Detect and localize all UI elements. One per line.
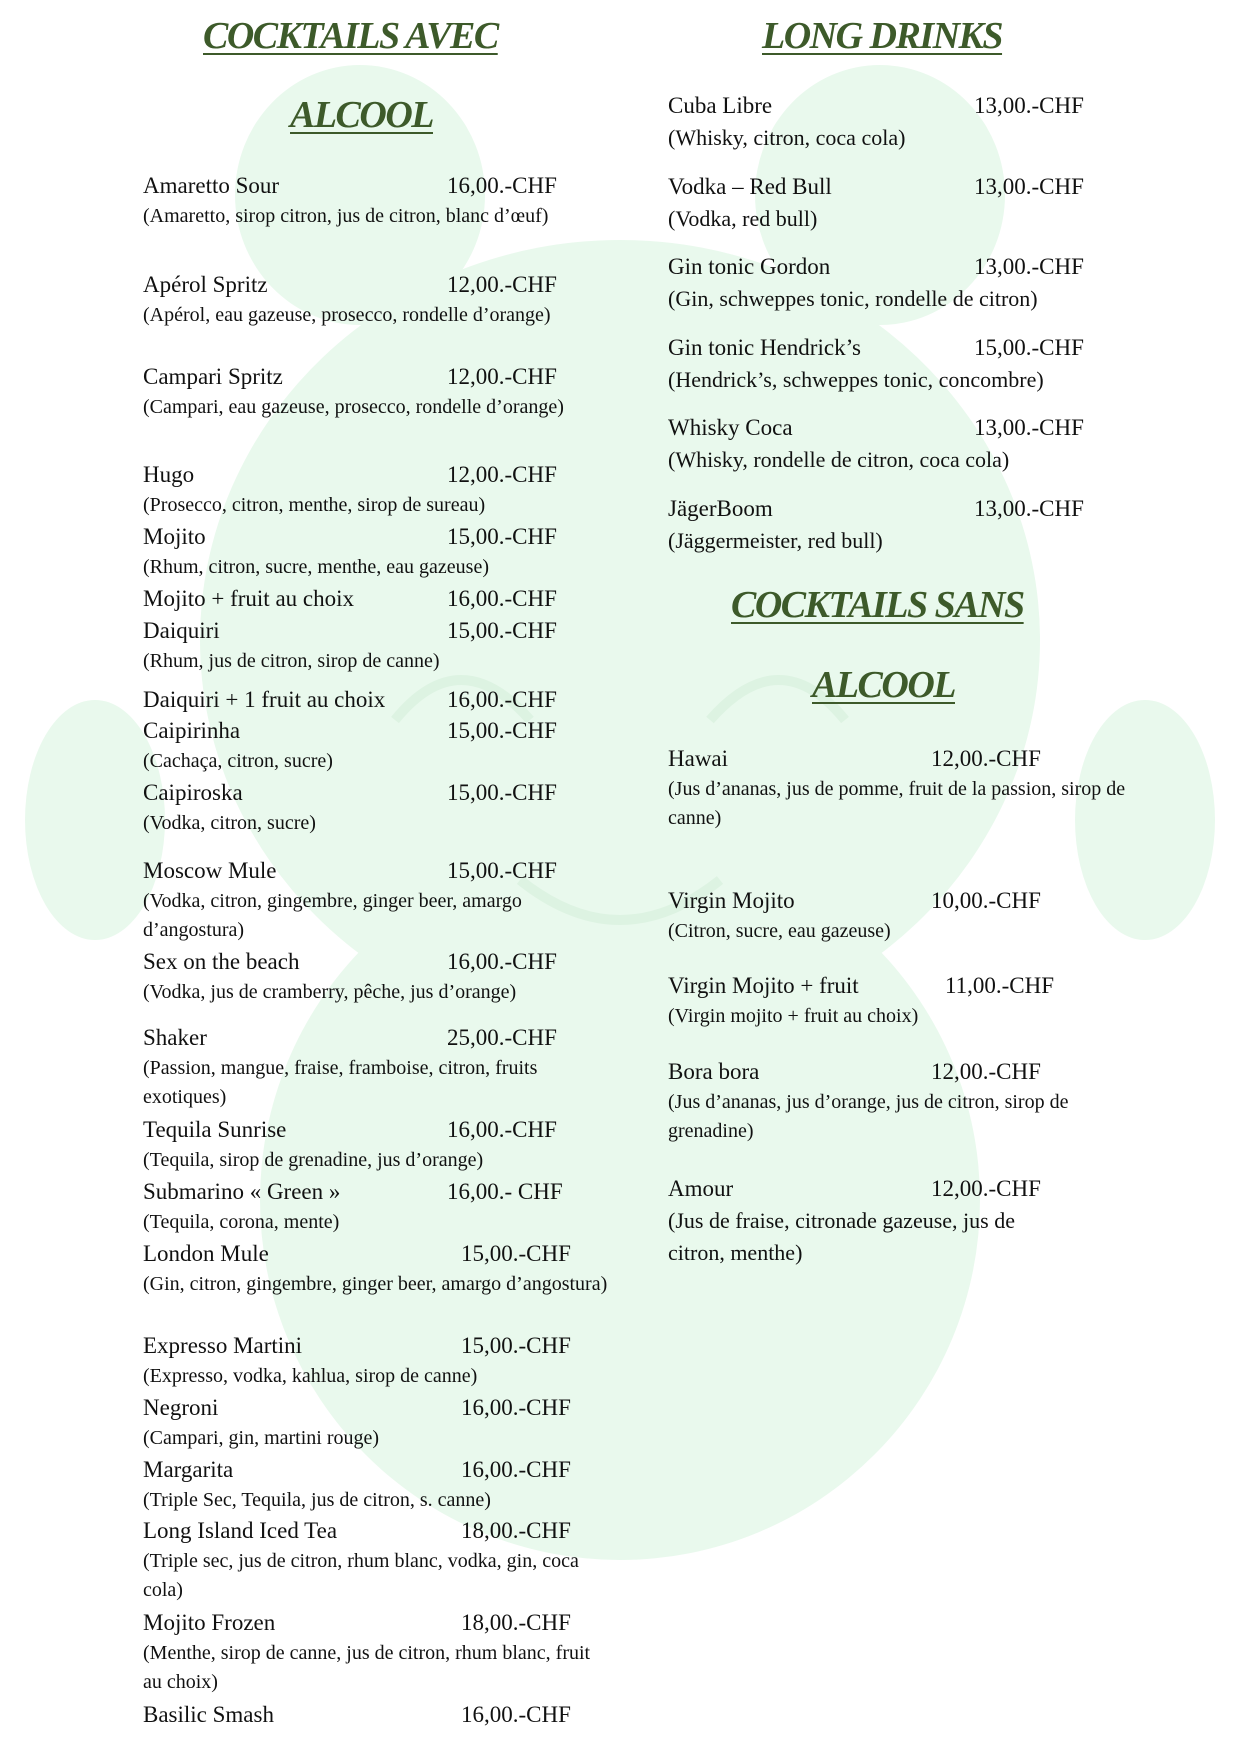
item-name: Mojito Frozen: [143, 1610, 276, 1635]
cocktail-avec-alcool-menu-item: [143, 777, 613, 838]
menu-item-row: [143, 521, 613, 553]
menu-item-row: [143, 1330, 613, 1362]
cocktail-avec-alcool-menu-item: [143, 1515, 613, 1605]
item-price: 15,00.-CHF: [447, 718, 557, 743]
item-description: (Citron, sucre, eau gazeuse): [668, 920, 891, 942]
item-price: 13,00.-CHF: [974, 93, 1084, 118]
item-price: 15,00.-CHF: [447, 858, 557, 883]
item-price: 18,00.-CHF: [461, 1610, 571, 1635]
cocktail-sans-alcool-menu-item: [668, 970, 1128, 1031]
section-heading-cocktails-sans-alcool-line1: COCKTAILS SANS: [731, 584, 1024, 626]
item-name: Sex on the beach: [143, 949, 300, 974]
item-description: (Triple Sec, Tequila, jus de citron, s. canne): [143, 1489, 491, 1511]
item-description: (Apérol, eau gazeuse, prosecco, rondelle d’orange): [143, 304, 551, 326]
item-price: 15,00.-CHF: [461, 1333, 571, 1358]
cocktail-avec-alcool-menu-item: [143, 521, 613, 582]
item-description: (Expresso, vodka, kahlua, sirop de canne): [143, 1365, 478, 1387]
menu-item-row: [143, 715, 613, 747]
item-price: 16,00.-CHF: [447, 586, 557, 611]
long-drink-menu-item: [668, 412, 1228, 476]
item-price: 16,00.-CHF: [461, 1702, 571, 1727]
cocktail-avec-alcool-menu-item: [143, 170, 613, 231]
item-description: (Jus de fraise, citronade gazeuse, jus de citron, menthe): [668, 1208, 1015, 1265]
item-description: (Whisky, rondelle de citron, coca cola): [668, 447, 1010, 472]
item-description: (Cachaça, citron, sucre): [143, 750, 333, 772]
menu-item-row: [143, 1454, 613, 1486]
menu-item-row: [143, 777, 613, 809]
item-description: (Vodka, citron, sucre): [143, 812, 316, 834]
menu-item-row: [668, 412, 1228, 444]
section-heading-cocktails-avec-alcool-line1: COCKTAILS AVEC: [203, 15, 498, 57]
item-price: 16,00.-CHF: [447, 173, 557, 198]
item-name: Amour: [668, 1176, 734, 1201]
menu-item-row: [143, 459, 613, 491]
item-description: (Prosecco, citron, menthe, sirop de sureau): [143, 494, 486, 516]
long-drink-menu-item: [668, 332, 1228, 396]
cocktail-avec-alcool-menu-item: [143, 1392, 613, 1453]
cocktail-avec-alcool-menu-item: [143, 855, 613, 945]
cocktail-avec-alcool-menu-item: [143, 1699, 613, 1731]
cocktail-avec-alcool-menu-item: [143, 583, 613, 615]
item-name: Expresso Martini: [143, 1333, 303, 1358]
menu-item-row: [143, 1607, 613, 1639]
item-price: 15,00.-CHF: [461, 1241, 571, 1266]
item-name: Gin tonic Hendrick’s: [668, 335, 861, 360]
cocktail-avec-alcool-menu-item: [143, 361, 613, 422]
item-name: Negroni: [143, 1395, 219, 1420]
item-name: Amaretto Sour: [143, 173, 280, 198]
item-name: Moscow Mule: [143, 858, 277, 883]
menu-item-row: [143, 1176, 613, 1208]
item-description: (Amaretto, sirop citron, jus de citron, blanc d’œuf): [143, 205, 549, 227]
item-price: 13,00.-CHF: [974, 415, 1084, 440]
item-price: 13,00.-CHF: [974, 174, 1084, 199]
item-name: Virgin Mojito: [668, 888, 795, 913]
item-price: 15,00.-CHF: [447, 524, 557, 549]
long-drink-menu-item: [668, 493, 1228, 557]
menu-item-row: [668, 885, 1128, 917]
menu-item-row: [668, 1173, 1068, 1205]
item-price: 12,00.-CHF: [447, 272, 557, 297]
menu-item-row: [668, 1056, 1118, 1088]
item-description: (Gin, schweppes tonic, rondelle de citron): [668, 286, 1038, 311]
cocktail-avec-alcool-menu-item: [143, 684, 613, 716]
item-description: (Jus d’ananas, jus d’orange, jus de citron, sirop de grenadine): [668, 1091, 1069, 1142]
item-price: 12,00.-CHF: [931, 1059, 1041, 1084]
item-description: (Hendrick’s, schweppes tonic, concombre): [668, 367, 1044, 392]
menu-item-row: [668, 251, 1228, 283]
item-price: 15,00.-CHF: [447, 780, 557, 805]
section-heading-cocktails-avec-alcool-line2: ALCOOL: [290, 94, 433, 136]
cocktail-avec-alcool-menu-item: [143, 1330, 613, 1391]
item-description: (Rhum, citron, sucre, menthe, eau gazeuse): [143, 556, 489, 578]
item-description: (Menthe, sirop de canne, jus de citron, rhum blanc, fruit au choix): [143, 1642, 591, 1693]
long-drink-menu-item: [668, 171, 1228, 235]
cocktail-avec-alcool-menu-item: [143, 946, 613, 1007]
item-name: Campari Spritz: [143, 364, 283, 389]
cocktail-sans-alcool-menu-item: [668, 885, 1128, 946]
item-price: 11,00.-CHF: [945, 973, 1055, 998]
item-price: 12,00.-CHF: [447, 462, 557, 487]
item-description: (Campari, gin, martini rouge): [143, 1427, 380, 1449]
item-price: 10,00.-CHF: [931, 888, 1041, 913]
cocktail-avec-alcool-menu-item: [143, 615, 613, 676]
item-price: 25,00.-CHF: [447, 1025, 557, 1050]
menu-item-row: [143, 1515, 613, 1547]
item-price: 12,00.-CHF: [447, 364, 557, 389]
item-price: 16,00.-CHF: [447, 949, 557, 974]
menu-item-row: [143, 855, 613, 887]
item-description: (Vodka, red bull): [668, 206, 818, 231]
menu-item-row: [668, 171, 1228, 203]
item-name: Mojito: [143, 524, 206, 549]
item-price: 15,00.-CHF: [447, 618, 557, 643]
menu-item-row: [143, 1392, 613, 1424]
cocktail-avec-alcool-menu-item: [143, 459, 613, 520]
menu-item-row: [143, 615, 613, 647]
menu-item-row: [668, 743, 1128, 775]
menu-item-row: [143, 583, 613, 615]
cocktail-avec-alcool-menu-item: [143, 269, 613, 330]
cocktail-sans-alcool-menu-item: [668, 743, 1128, 833]
menu-item-row: [143, 1699, 613, 1731]
item-name: Gin tonic Gordon: [668, 254, 831, 279]
menu-item-row: [143, 946, 613, 978]
item-name: Shaker: [143, 1025, 207, 1050]
item-name: Caipirinha: [143, 718, 241, 743]
item-name: London Mule: [143, 1241, 269, 1266]
long-drink-menu-item: [668, 90, 1228, 154]
section-heading-long-drinks: LONG DRINKS: [762, 15, 1003, 57]
item-price: 13,00.-CHF: [974, 496, 1084, 521]
item-description: (Triple sec, jus de citron, rhum blanc, vodka, gin, coca cola): [143, 1550, 579, 1601]
item-description: (Jäggermeister, red bull): [668, 528, 883, 553]
item-name: Mojito + fruit au choix: [143, 586, 354, 611]
item-description: (Tequila, sirop de grenadine, jus d’orange): [143, 1149, 484, 1171]
item-price: 12,00.-CHF: [931, 1176, 1041, 1201]
item-name: Basilic Smash: [143, 1702, 274, 1727]
item-name: Hugo: [143, 462, 195, 487]
menu-item-row: [143, 1022, 613, 1054]
menu-item-row: [143, 361, 613, 393]
menu-item-row: [668, 493, 1228, 525]
item-name: Hawai: [668, 746, 729, 771]
section-heading-cocktails-sans-alcool-line2: ALCOOL: [812, 664, 955, 706]
item-price: 12,00.-CHF: [931, 746, 1041, 771]
item-description: (Rhum, jus de citron, sirop de canne): [143, 650, 440, 672]
menu-item-row: [143, 170, 613, 202]
item-name: Vodka – Red Bull: [668, 174, 832, 199]
menu-item-row: [143, 684, 613, 716]
cocktail-sans-alcool-menu-item: [668, 1056, 1118, 1146]
cocktail-avec-alcool-menu-item: [143, 1022, 613, 1112]
item-name: Daiquiri + 1 fruit au choix: [143, 687, 386, 712]
item-price: 16,00.-CHF: [447, 687, 557, 712]
item-description: (Virgin mojito + fruit au choix): [668, 1005, 919, 1027]
item-name: Tequila Sunrise: [143, 1117, 287, 1142]
item-description: (Whisky, citron, coca cola): [668, 125, 906, 150]
item-name: Whisky Coca: [668, 415, 793, 440]
item-name: Margarita: [143, 1457, 234, 1482]
item-description: (Passion, mangue, fraise, framboise, citron, fruits exotiques): [143, 1057, 538, 1108]
long-drink-menu-item: [668, 251, 1228, 315]
item-price: 16,00.-CHF: [461, 1457, 571, 1482]
item-name: Submarino « Green »: [143, 1179, 341, 1204]
item-description: (Campari, eau gazeuse, prosecco, rondelle d’orange): [143, 396, 564, 418]
cocktail-avec-alcool-menu-item: [143, 715, 613, 776]
item-name: Caipiroska: [143, 780, 243, 805]
menu-item-row: [668, 332, 1228, 364]
item-description: (Vodka, citron, gingembre, ginger beer, amargo d’angostura): [143, 890, 522, 941]
item-price: 16,00.-CHF: [461, 1395, 571, 1420]
cocktail-sans-alcool-menu-item: [668, 1173, 1068, 1269]
item-name: Daiquiri: [143, 618, 220, 643]
menu-item-row: [143, 269, 613, 301]
item-name: Cuba Libre: [668, 93, 773, 118]
menu-item-row: [668, 970, 1128, 1002]
menu-item-row: [668, 90, 1228, 122]
cocktail-avec-alcool-menu-item: [143, 1607, 613, 1697]
item-price: 16,00.-CHF: [447, 1117, 557, 1142]
item-name: Virgin Mojito + fruit: [668, 973, 859, 998]
item-description: (Jus d’ananas, jus de pomme, fruit de la passion, sirop de canne): [668, 778, 1126, 829]
item-description: (Gin, citron, gingembre, ginger beer, amargo d’angostura): [143, 1273, 608, 1295]
item-price: 13,00.-CHF: [974, 254, 1084, 279]
menu-item-row: [143, 1114, 613, 1146]
item-description: (Tequila, corona, mente): [143, 1211, 340, 1233]
item-name: Apérol Spritz: [143, 272, 268, 297]
item-name: JägerBoom: [668, 496, 773, 521]
item-name: Long Island Iced Tea: [143, 1518, 338, 1543]
item-price: 18,00.-CHF: [461, 1518, 571, 1543]
menu-item-row: [143, 1238, 613, 1270]
cocktail-avec-alcool-menu-item: [143, 1454, 613, 1515]
item-price: 15,00.-CHF: [974, 335, 1084, 360]
item-price: 16,00.- CHF: [447, 1179, 563, 1204]
cocktail-avec-alcool-menu-item: [143, 1114, 613, 1175]
item-description: (Vodka, jus de cramberry, pêche, jus d’orange): [143, 981, 517, 1003]
cocktail-avec-alcool-menu-item: [143, 1176, 613, 1237]
cocktail-avec-alcool-menu-item: [143, 1238, 613, 1299]
item-name: Bora bora: [668, 1059, 760, 1084]
